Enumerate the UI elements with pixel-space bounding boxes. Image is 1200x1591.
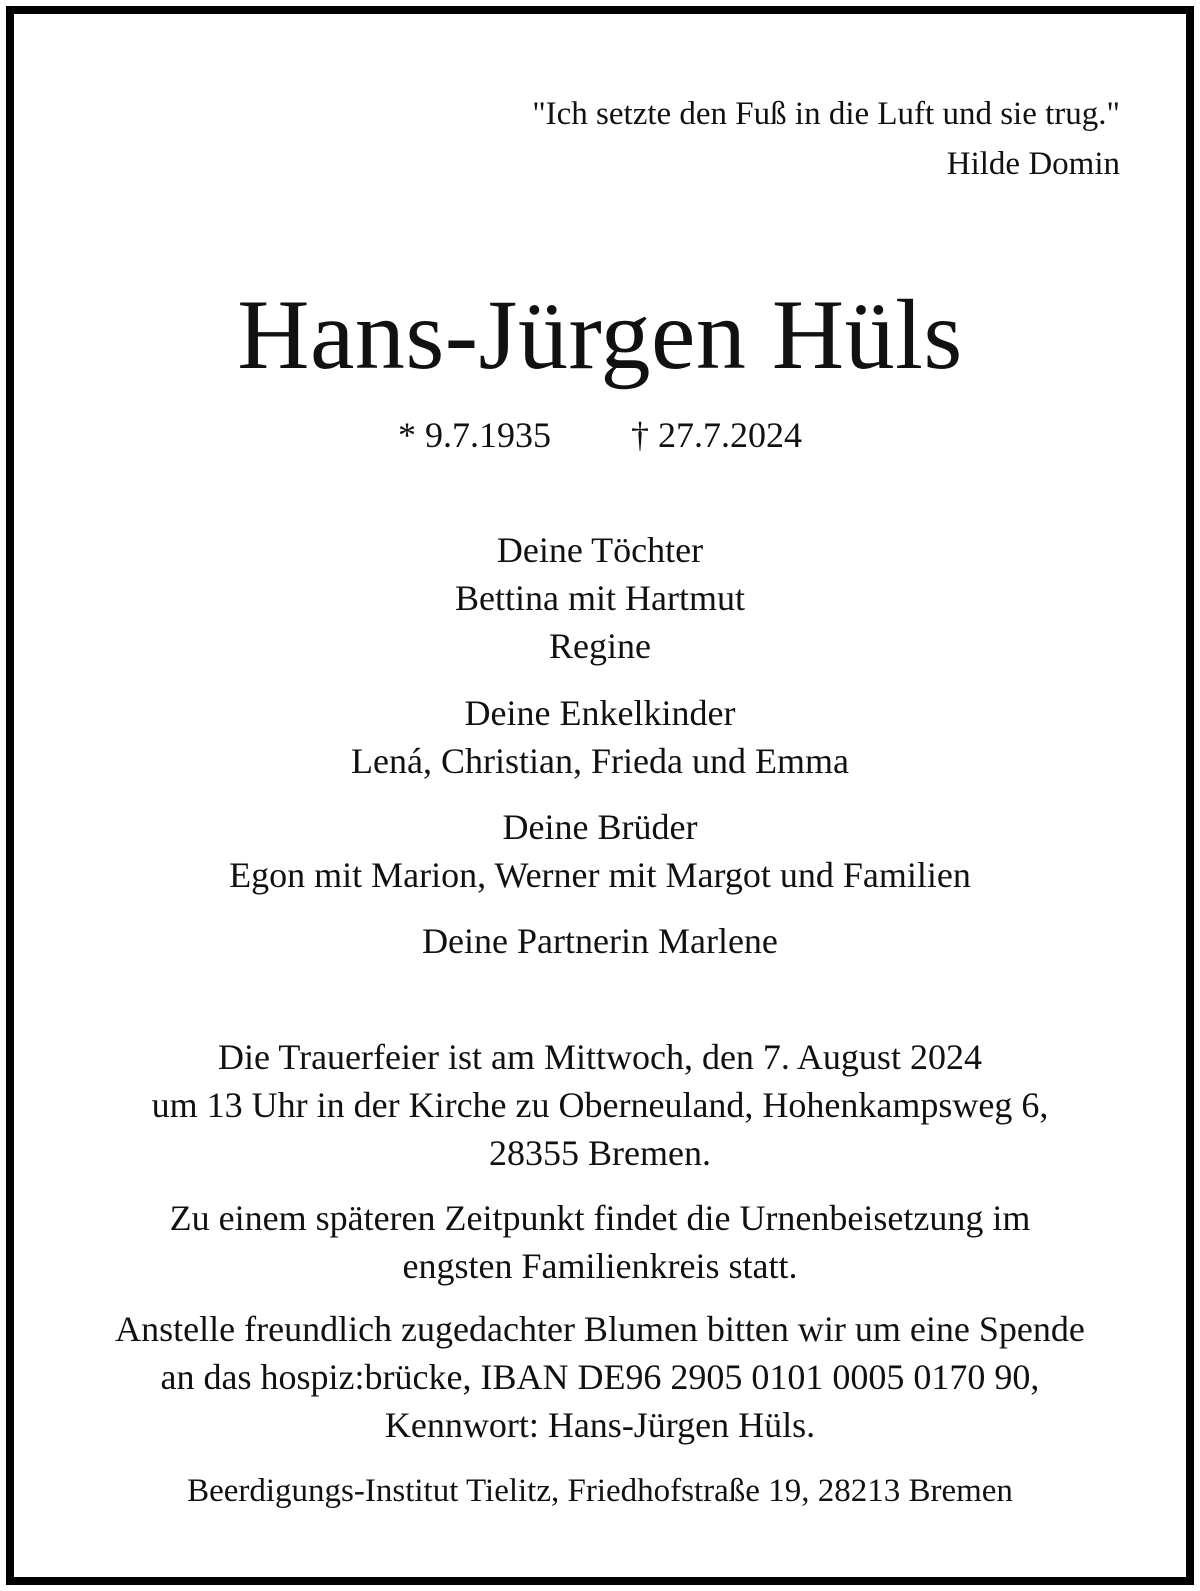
daughters-heading: Deine Töchter xyxy=(496,530,704,570)
ceremony-line-2: um 13 Uhr in der Kirche zu Oberneuland, Hohenkampsweg 6, xyxy=(151,1085,1049,1125)
quote-text: "Ich setzte den Fuß in die Luft und sie trug." xyxy=(532,96,1120,132)
daughters-line-2: Regine xyxy=(549,626,651,666)
death-date: † 27.7.2024 xyxy=(631,415,802,455)
grandchildren-heading: Deine Enkelkinder xyxy=(464,693,736,733)
ceremony-line-1: Die Trauerfeier ist am Mittwoch, den 7. August 2024 xyxy=(218,1037,982,1077)
partner-line: Deine Partnerin Marlene xyxy=(422,921,778,961)
grandchildren-names: Lená, Christian, Frieda und Emma xyxy=(351,741,849,781)
life-dates xyxy=(0,417,1200,453)
birth-date: * 9.7.1935 xyxy=(398,415,551,455)
daughters-line-1: Bettina mit Hartmut xyxy=(455,578,745,618)
burial-line-2: engsten Familienkreis statt. xyxy=(402,1246,798,1286)
brothers-names: Egon mit Marion, Werner mit Margot und Familien xyxy=(229,855,971,895)
donation-line-2: an das hospiz:brücke, IBAN DE96 2905 0101 0005 0170 90, xyxy=(160,1357,1040,1397)
undertaker-line: Beerdigungs-Institut Tielitz, Friedhofstraße 19, 28213 Bremen xyxy=(187,1473,1013,1509)
burial-line-1: Zu einem späteren Zeitpunkt findet die Urnenbeisetzung im xyxy=(169,1198,1031,1238)
quote-author: Hilde Domin xyxy=(946,146,1120,182)
brothers-heading: Deine Brüder xyxy=(502,807,698,847)
ceremony-line-3: 28355 Bremen. xyxy=(489,1133,711,1173)
donation-line-1: Anstelle freundlich zugedachter Blumen bitten wir um eine Spende xyxy=(115,1309,1085,1349)
donation-line-3: Kennwort: Hans-Jürgen Hüls. xyxy=(384,1405,816,1445)
deceased-name: Hans-Jürgen Hüls xyxy=(237,279,963,390)
